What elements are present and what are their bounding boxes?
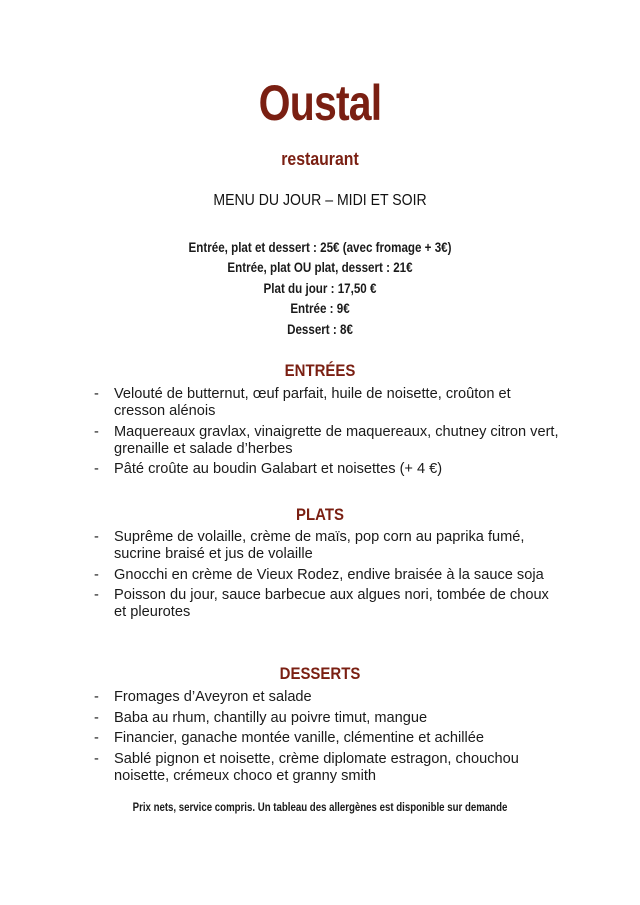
dish-text: Fromages d’Aveyron et salade <box>114 689 312 705</box>
entrees-list <box>94 386 564 482</box>
menu-title: MENU DU JOUR – MIDI ET SOIR <box>213 192 427 209</box>
plats-list <box>94 529 564 625</box>
list-item <box>94 730 564 747</box>
desserts-list <box>94 689 564 788</box>
list-dash: - <box>94 730 99 746</box>
footer-note: Prix nets, service compris. Un tableau des allergènes est disponible sur demande <box>132 802 508 814</box>
list-dash: - <box>94 423 99 440</box>
section-title-entrees: ENTRÉES <box>284 361 356 380</box>
list-item <box>94 567 564 584</box>
restaurant-tagline: restaurant <box>281 149 359 169</box>
dish-text: Suprême de volaille, crème de maïs, pop corn au paprika fumé, sucrine braisé et jus de volaille <box>114 529 525 562</box>
list-dash: - <box>94 566 99 583</box>
dish-text: Baba au rhum, chantilly au poivre timut, mangue <box>114 709 428 726</box>
list-item <box>94 710 564 727</box>
list-dash: - <box>94 709 99 726</box>
dish-text: Poisson du jour, sauce barbecue aux algues nori, tombée de choux et pleurotes <box>114 587 549 620</box>
dish-text: Gnocchi en crème de Vieux Rodez, endive braisée à la sauce soja <box>114 566 544 583</box>
price-line: Entrée : 9€ <box>290 301 350 317</box>
list-dash: - <box>94 750 99 767</box>
price-line: Entrée, plat et dessert : 25€ (avec fromage + 3€) <box>188 240 452 255</box>
price-list <box>45 238 595 340</box>
list-item <box>94 751 564 785</box>
dish-text: Financier, ganache montée vanille, clémentine et achillée <box>114 730 484 746</box>
section-title-desserts: DESSERTS <box>279 664 361 683</box>
list-dash: - <box>94 529 99 545</box>
price-line: Dessert : 8€ <box>287 321 353 337</box>
section-title-plats: PLATS <box>296 505 344 524</box>
list-item <box>94 689 564 706</box>
price-line: Entrée, plat OU plat, dessert : 21€ <box>227 260 413 276</box>
dish-text: Velouté de butternut, œuf parfait, huile de noisette, croûton et cresson alénois <box>114 386 511 419</box>
list-dash: - <box>94 386 99 402</box>
list-item <box>94 424 564 458</box>
list-item <box>94 386 564 420</box>
dish-text: Maquereaux gravlax, vinaigrette de maquereaux, chutney citron vert, grenaille et salade d’herbes <box>114 423 559 457</box>
dish-text: Pâté croûte au boudin Galabart et noisettes (+ 4 €) <box>114 461 443 477</box>
restaurant-name: Oustal <box>258 75 382 131</box>
list-dash: - <box>94 461 99 477</box>
list-item <box>94 461 564 478</box>
list-item <box>94 529 564 563</box>
dish-text: Sablé pignon et noisette, crème diplomate estragon, chouchou noisette, crémeux choco et granny smith <box>114 750 519 784</box>
price-line: Plat du jour : 17,50 € <box>263 280 377 296</box>
list-dash: - <box>94 587 99 603</box>
list-dash: - <box>94 689 99 705</box>
list-item <box>94 587 564 621</box>
